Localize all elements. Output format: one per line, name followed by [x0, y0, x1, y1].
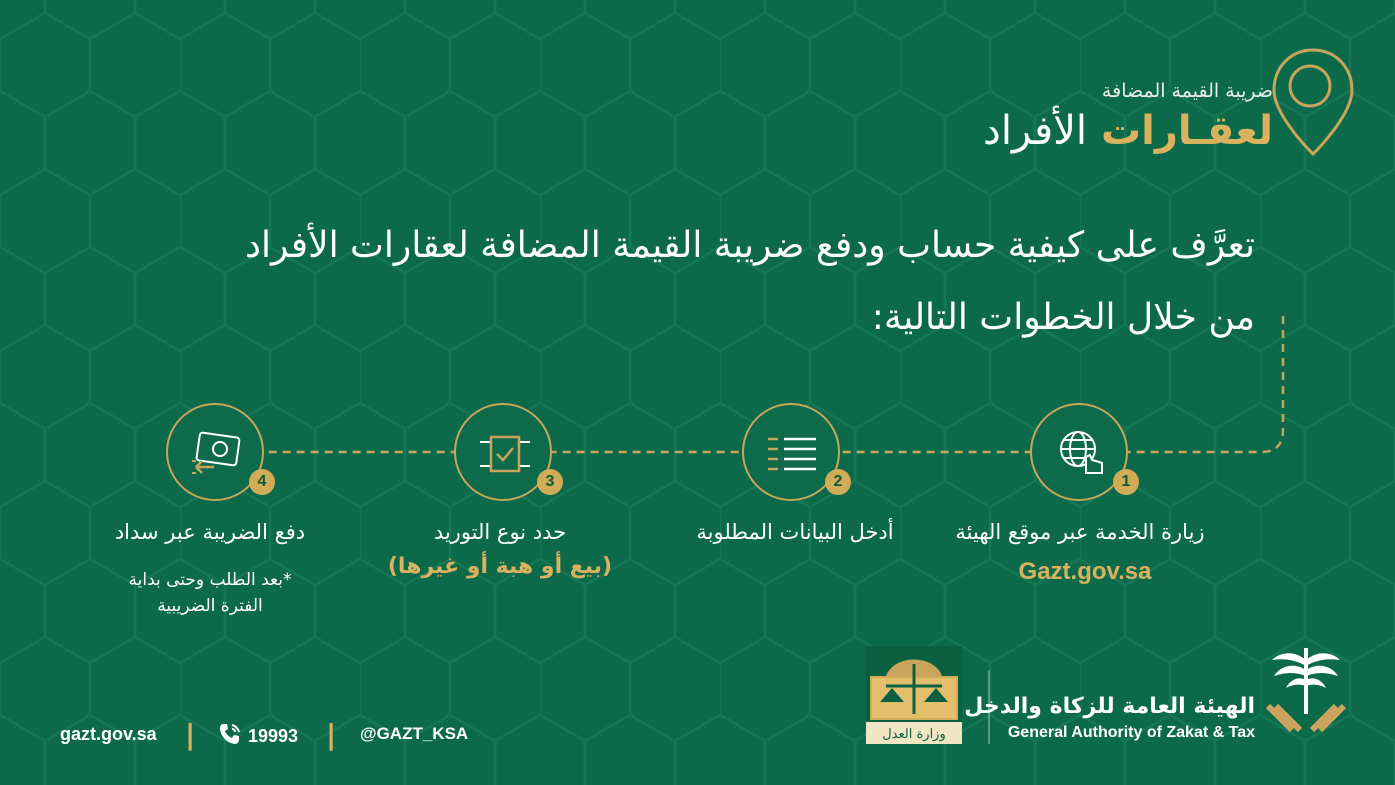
- ministry-of-justice-logo: [866, 646, 962, 744]
- step-3-note: (بيع أو هبة أو غيرها): [387, 554, 613, 579]
- header-subtitle: ضريبة القيمة المضافة: [1101, 80, 1273, 102]
- title-gold: لعقـارات: [1100, 108, 1273, 154]
- step-3-number: 3: [537, 469, 563, 495]
- money-transfer-icon: [192, 429, 242, 479]
- step-1-link[interactable]: Gazt.gov.sa: [1018, 558, 1152, 585]
- gazt-palm-logo: [1264, 644, 1348, 744]
- authority-name-ar: الهيئة العامة للزكاة والدخل: [964, 694, 1255, 719]
- footer-separator-2: |: [326, 718, 337, 751]
- checkbox-card-icon: [480, 429, 530, 479]
- step-4-note-line2: الفترة الضريبية: [157, 596, 263, 616]
- title-white: الأفراد: [983, 108, 1088, 154]
- step-2-label: أدخل البيانات المطلوبة: [696, 520, 894, 544]
- step-4-label: دفع الضريبة عبر سداد: [114, 520, 306, 544]
- step-1-label: زيارة الخدمة عبر موقع الهيئة: [955, 520, 1205, 544]
- step-2-number: 2: [825, 469, 851, 495]
- footer-phone[interactable]: 19993: [248, 726, 299, 746]
- step-1-number: 1: [1113, 469, 1139, 495]
- footer-website[interactable]: gazt.gov.sa: [60, 724, 157, 744]
- list-lines-icon: [768, 429, 818, 479]
- step-3-label: حدد نوع التوريد: [433, 520, 567, 544]
- headline-line1: تعرَّف على كيفية حساب ودفع ضريبة القيمة المضافة لعقارات الأفراد: [244, 225, 1255, 266]
- phone-icon: [218, 722, 242, 746]
- footer-twitter[interactable]: @GAZT_KSA: [360, 724, 469, 743]
- headline-line2: من خلال الخطوات التالية:: [871, 297, 1255, 338]
- step-4-number: 4: [249, 469, 275, 495]
- svg-text:وزارة العدل: وزارة العدل: [882, 727, 946, 742]
- globe-hand-icon: [1056, 429, 1106, 479]
- authority-name-en: General Authority of Zakat & Tax: [1007, 724, 1255, 741]
- footer-separator: |: [185, 718, 196, 751]
- step-4-note-line1: *بعد الطلب وحتى بداية: [128, 570, 292, 590]
